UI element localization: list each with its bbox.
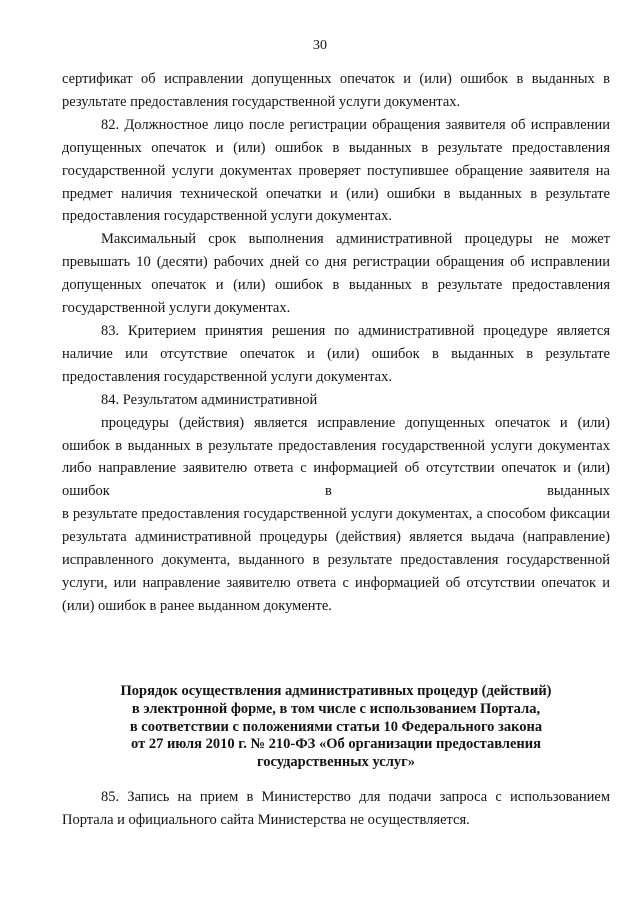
body-text bbox=[62, 68, 610, 618]
paragraph-85: 85. Запись на прием в Министерство для подачи запроса с использованием Портала и официального сайта Министерства не осуществляется. bbox=[62, 789, 610, 828]
page-number: 30 bbox=[313, 38, 327, 53]
heading-line: в электронной форме, в том числе с использованием Портала, bbox=[131, 700, 541, 717]
section-heading bbox=[62, 683, 610, 772]
heading-line: в соответствии с положениями статьи 10 Федерального закона bbox=[129, 718, 543, 735]
paragraph-84-start: 84. Результатом административной bbox=[101, 391, 318, 408]
paragraph-84-result: процедуры (действия) является исправление допущенных опечаток и (или) ошибок в выданных в результате предоставления государственной услуги документах либо направление заявителю ответа с информацией об отсутствии опечаток и (или) ошибок в выданных bbox=[62, 414, 610, 500]
paragraph-certificate-continuation: сертификат об исправлении допущенных опечаток и (или) ошибок в выданных в результате предоставления государственной услуги документах. bbox=[62, 71, 610, 110]
paragraph-82: 82. Должностное лицо после регистрации обращения заявителя об исправлении допущенных опечаток и (или) ошибок в выданных в результате предоставления государственной услуги документах проверяет поступившее обращение заявителя на предмет наличия технической опечатки и (или) ошибки в выданных в результате предоставления государственной услуги документах. bbox=[62, 116, 610, 225]
heading-line: государственных услуг» bbox=[257, 754, 415, 771]
heading-line: Порядок осуществления административных процедур (действий) bbox=[120, 683, 552, 699]
paragraph-max-term: Максимальный срок выполнения административной процедуры не может превышать 10 (десяти) рабочих дней со дня регистрации обращения об исправлении допущенных опечаток и (или) ошибок в выданных в результате предоставления государственной услуги документах. bbox=[62, 231, 610, 317]
paragraph-83: 83. Критерием принятия решения по административной процедуре является наличие или отсутствие опечаток и (или) ошибок в выданных в результате предоставления государственной услуги документах. bbox=[62, 322, 610, 385]
heading-line: от 27 июля 2010 г. № 210-ФЗ «Об организации предоставления bbox=[131, 736, 541, 753]
section-body bbox=[62, 786, 610, 832]
paragraph-84-continuation: в результате предоставления государственной услуги документах, а способом фиксации результата административной процедуры (действия) является выдача (направление) исправленного документа, выданного в результате предоставления государственной услуги, или направление заявителю ответа с информацией об отсутствии опечаток и (или) ошибок в ранее выданном документе. bbox=[62, 506, 610, 614]
